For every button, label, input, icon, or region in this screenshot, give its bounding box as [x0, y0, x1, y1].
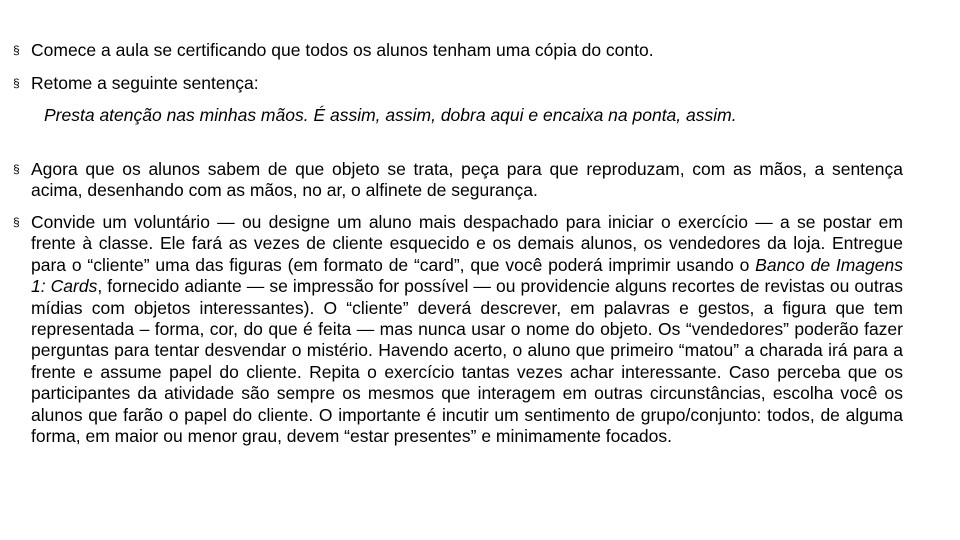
bullet-marker: §	[13, 215, 20, 229]
bank-of-images-title: Banco de Imagens 1: Cards	[31, 254, 903, 297]
highlighted-quote: Presta atenção nas minhas mãos. É assim, assim, dobra aqui e encaixa na ponta, assim.	[44, 105, 737, 125]
bullet-text: Comece a aula se certificando que todos os alunos tenham uma cópia do conto.	[31, 40, 654, 60]
bullet-marker: §	[13, 76, 20, 90]
bullet-text: Agora que os alunos sabem de que objeto se trata, peça para que reproduzam, com as mãos, a sentença acima, desenhando com as mãos, no ar, o alfinete de segurança.	[31, 159, 903, 201]
bullet-text-part: Convide um voluntário — ou designe um aluno mais despachado para iniciar o exercício — a se postar em frente à classe. Ele fará as vezes de cliente esquecido e os demais alunos, os vendedores da loja. Entregue para o “cliente” uma das figuras (em formato de “card”, que você poderá imprimir usando o	[31, 212, 903, 275]
bullet-item-4	[13, 212, 904, 447]
bullet-marker: §	[13, 162, 20, 176]
bullet-marker: §	[13, 43, 20, 57]
bullet-item-2	[13, 73, 903, 94]
bullet-text-part: , fornecido adiante — se impressão for possível — ou providencie alguns recortes de revistas ou outras mídias com objetos interessantes). O “cliente” deverá descrever, em palavras e gestos, a figura que tem representada – forma, cor, do que é feita — mas nunca usar o nome do objeto. Os “vendedores” poderão fazer perguntas para tentar desvendar o mistério. Havendo acerto, o aluno que primeiro “matou” a charada irá para a frente e assume papel do cliente. Repita o exercício tantas vezes achar interessante. Caso perceba que os participantes da atividade são sempre os mesmos que interagem em outras circunstâncias, escolha você os alunos que farão o papel do cliente. O importante é incutir um sentimento de grupo/conjunto: todos, de alguma forma, em maior ou menor grau, devem “estar presentes” e minimamente focados.	[31, 276, 904, 447]
bullet-text: Retome a seguinte sentença:	[31, 73, 259, 93]
bullet-item-1	[13, 40, 903, 61]
bullet-item-3	[13, 159, 903, 202]
